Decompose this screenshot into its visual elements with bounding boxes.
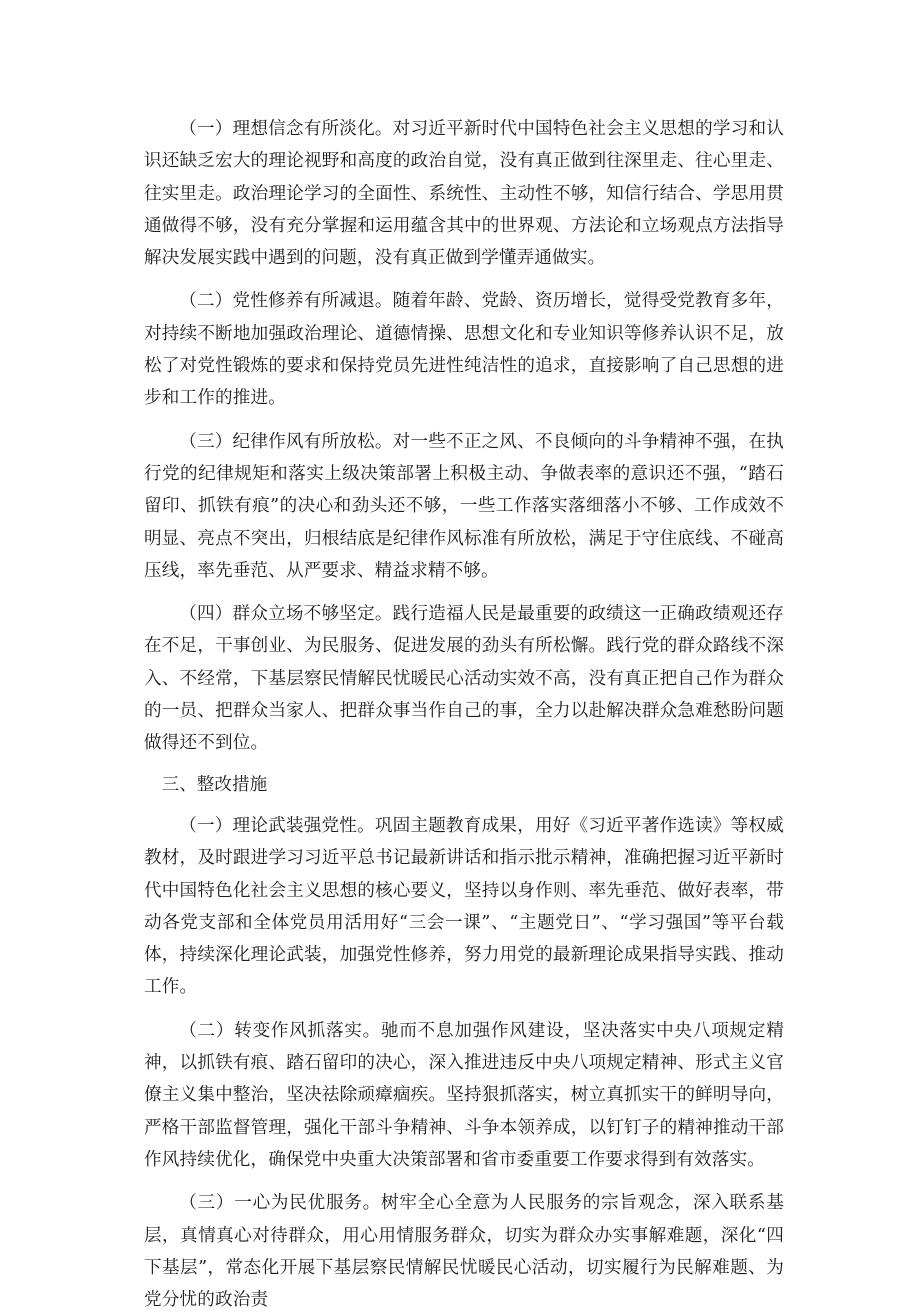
document-page [144,113,784,1316]
paragraph-measure-theory: （一）理论武装强党性。巩固主题教育成果，用好《习近平著作选读》等权威教材，及时跟进学习习近平总书记最新讲话和指示批示精神，准确把握习近平新时代中国特色化社会主义思想的核心要义，坚持以身作则、率先垂范、做好表率，带动各党支部和全体党员用活用好“三会一课”、“主题党日”、“学习强国”等平台载体，持续深化理论武装，加强党性修养，努力用党的最新理论成果指导实践、推动工作。 [144,815,784,998]
paragraph-measure-style: （二）转变作风抓落实。驰而不息加强作风建设，坚决落实中央八项规定精神，以抓铁有痕、踏石留印的决心，深入推进违反中央八项规定精神、形式主义官僚主义集中整治，坚决祛除顽瘴痼疾。坚持狠抓落实，树立真抓实干的鲜明导向，严格干部监督管理，强化干部斗争精神、斗争本领养成，以钉钉子的精神推动干部作风持续优化，确保党中央重大决策部署和省市委重要工作要求得到有效落实。 [144,1020,784,1170]
paragraph-measure-service: （三）一心为民优服务。树牢全心全意为人民服务的宗旨观念，深入联系基层，真情真心对待群众，用心用情服务群众，切实为群众办实事解难题，深化“四下基层”，常态化开展下基层察民情解民忧暖民心活动，切实履行为民解难题、为党分忧的政治责 [144,1193,784,1311]
section-heading: 三、整改措施 [161,774,268,795]
paragraph-discipline: （三）纪律作风有所放松。对一些不正之风、不良倾向的斗争精神不强，在执行党的纪律规矩和落实上级决策部署上积极主动、争做表率的意识还不强，“踏石留印、抓铁有痕”的决心和劲头还不够，一些工作落实落细落小不够、工作成效不明显、亮点不突出，归根结底是纪律作风标准有所放松，满足于守住底线、不碰高压线，率先垂范、从严要求、精益求精不够。 [144,431,784,581]
paragraph-ideals: （一）理想信念有所淡化。对习近平新时代中国特色社会主义思想的学习和认识还缺乏宏大的理论视野和高度的政治自觉，没有真正做到往深里走、往心里走、往实里走。政治理论学习的全面性、系统性、主动性不够，知信行结合、学思用贯通做得不够，没有充分掌握和运用蕴含其中的世界观、方法论和立场观点方法指导解决发展实践中遇到的问题，没有真正做到学懂弄通做实。 [144,119,784,269]
paragraph-party-spirit: （二）党性修养有所减退。随着年龄、党龄、资历增长，觉得受党教育多年，对持续不断地加强政治理论、道德情操、思想文化和专业知识等修养认识不足，放松了对党性锻炼的要求和保持党员先进性纯洁性的追求，直接影响了自己思想的进步和工作的推进。 [144,291,784,409]
paragraph-mass-stance: （四）群众立场不够坚定。践行造福人民是最重要的政绩这一正确政绩观还存在不足，干事创业、为民服务、促进发展的劲头有所松懈。践行党的群众路线不深入、不经常，下基层察民情解民忧暖民心活动实效不高，没有真正把自己作为群众的一员、把群众当家人、把群众事当作自己的事，全力以赴解决群众急难愁盼问题做得还不到位。 [144,604,784,754]
